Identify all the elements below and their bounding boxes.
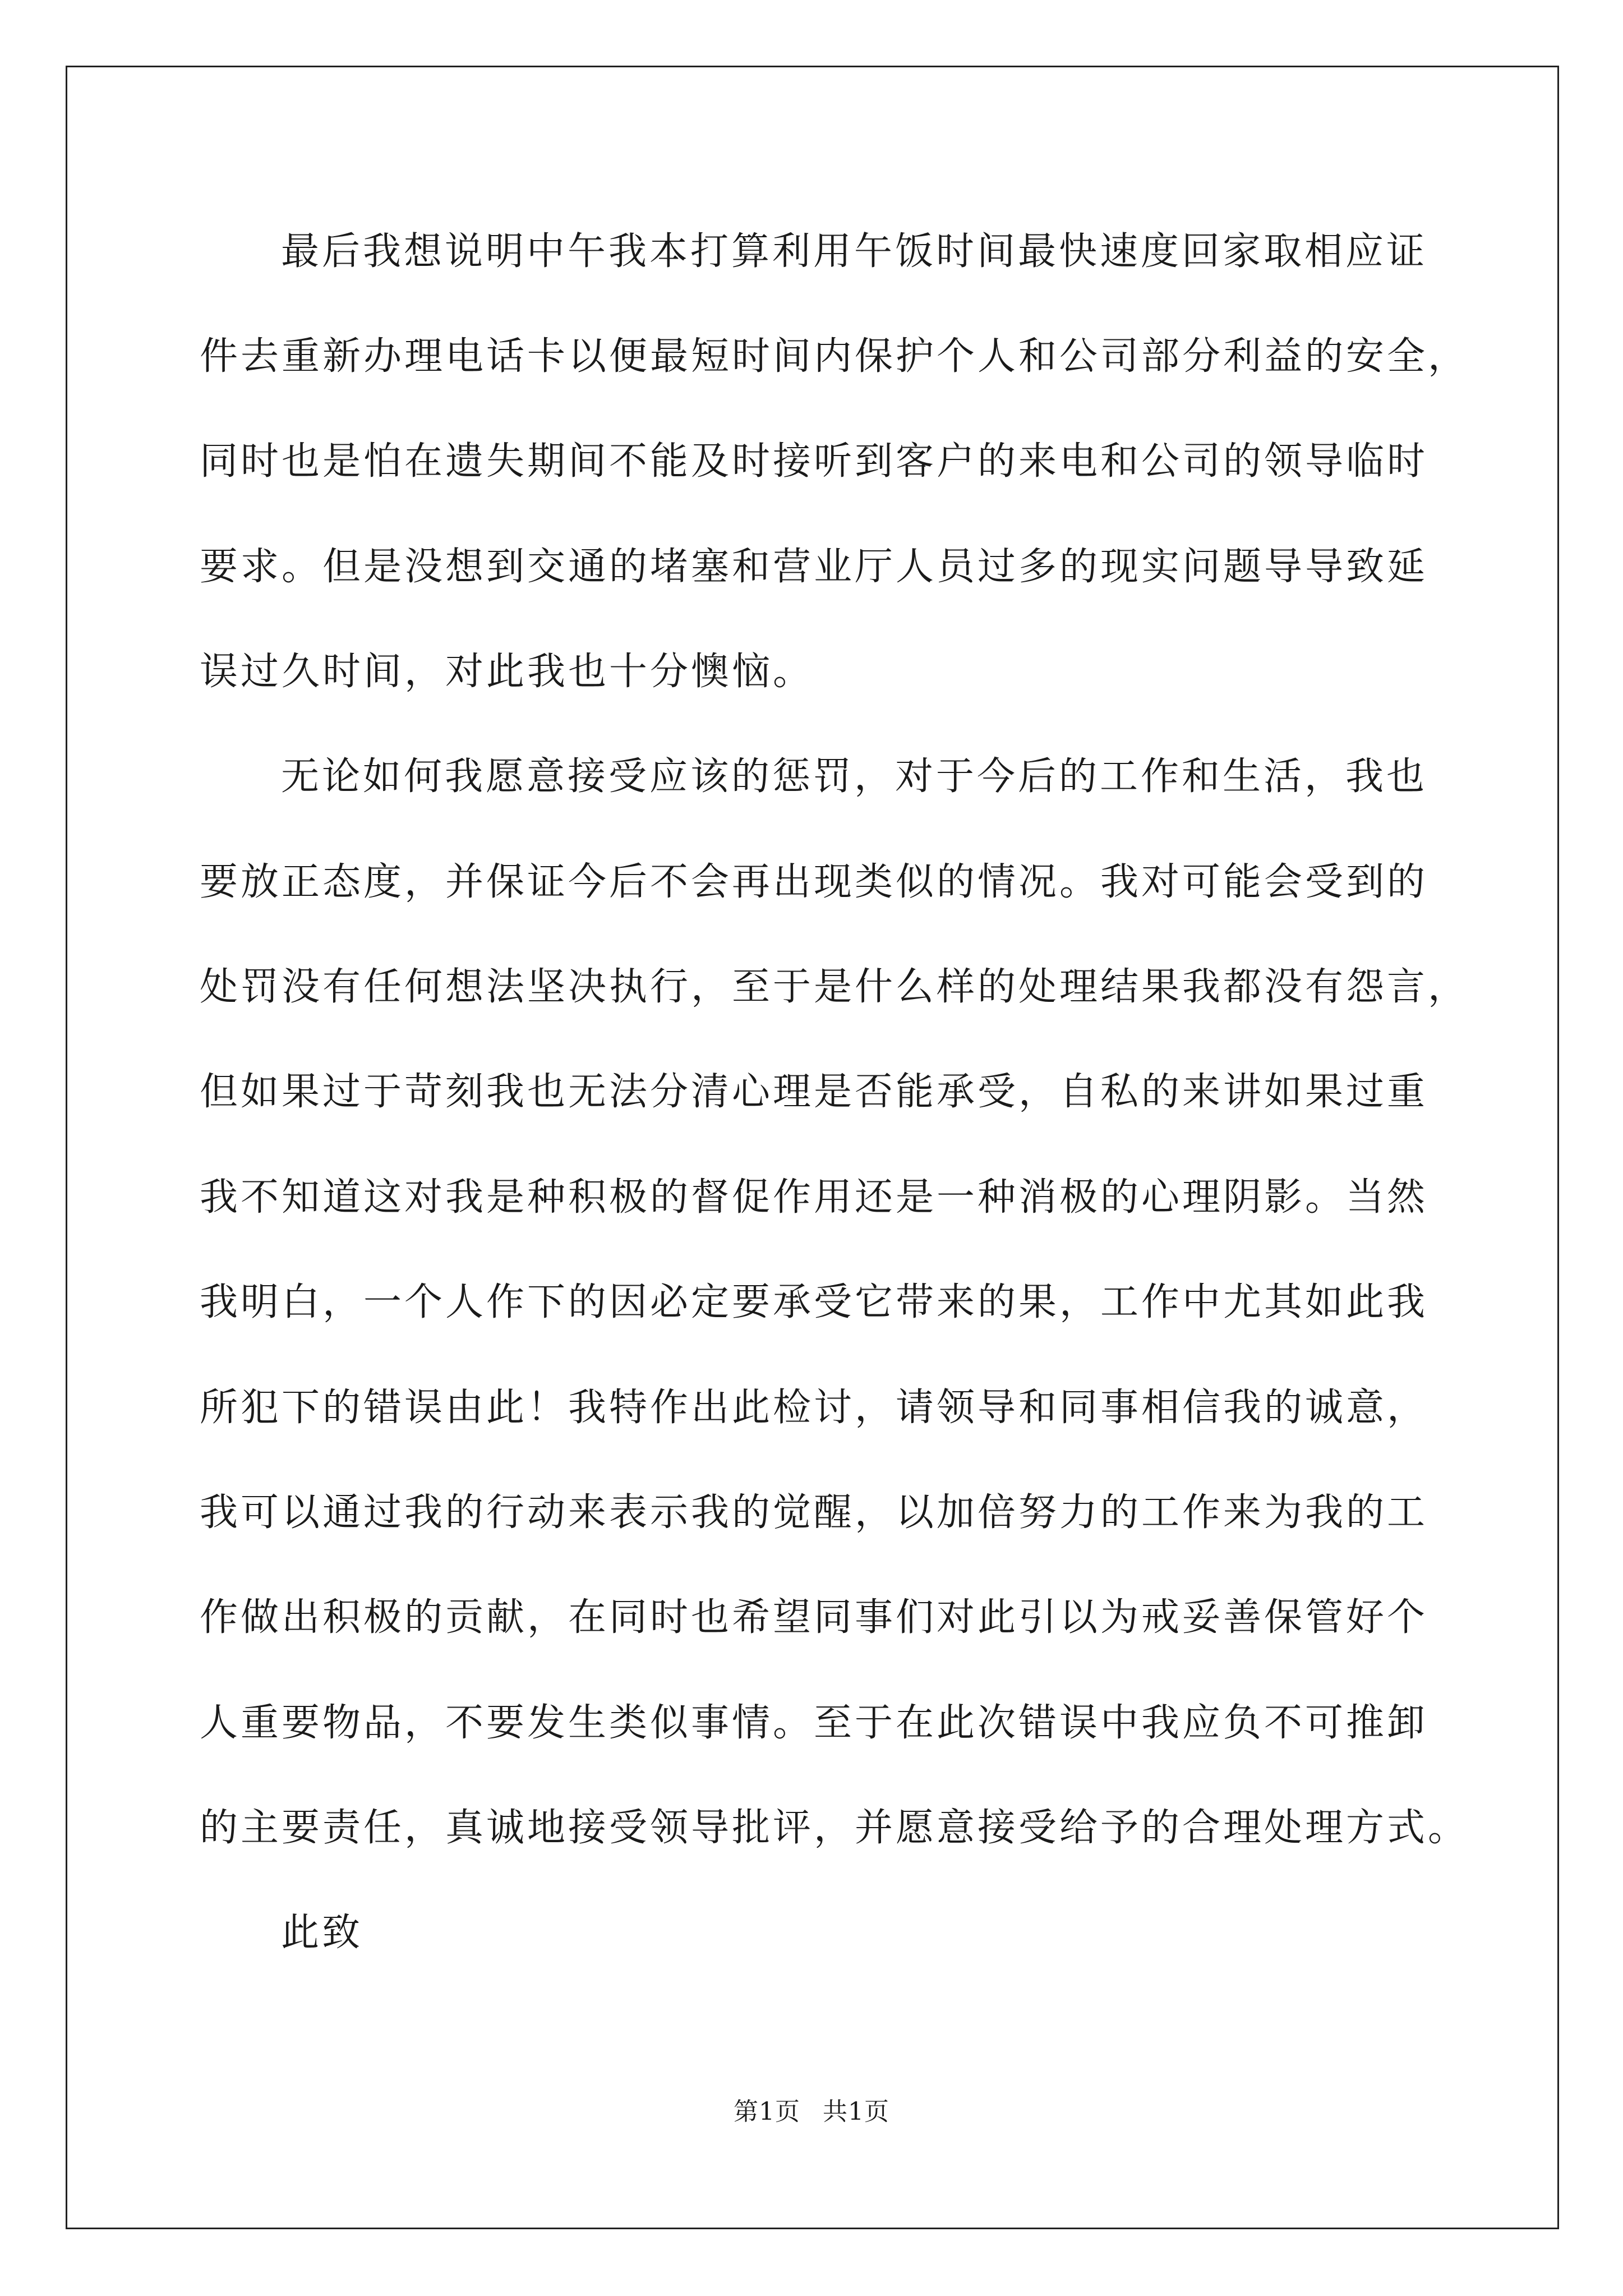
paragraph-2-line-4: 但如果过于苛刻我也无法分清心理是否能承受，自私的来讲如果过重 bbox=[200, 1070, 1428, 1114]
page-border bbox=[66, 66, 1559, 2229]
paragraph-1-line-5: 误过久时间，对此我也十分懊恼。 bbox=[200, 650, 814, 694]
paragraph-2-line-6: 我明白，一个人作下的因必定要承受它带来的果，工作中尤其如此我 bbox=[200, 1280, 1428, 1324]
paragraph-2-line-11: 的主要责任，真诚地接受领导批评，并愿意接受给予的合理处理方式。 bbox=[200, 1806, 1469, 1850]
paragraph-1-line-4: 要求。但是没想到交通的堵塞和营业厅人员过多的现实问题导导致延 bbox=[200, 545, 1428, 589]
paragraph-2-line-8: 我可以通过我的行动来表示我的觉醒，以加倍努力的工作来为我的工 bbox=[200, 1490, 1428, 1535]
closing-salutation: 此致 bbox=[281, 1911, 363, 1955]
paragraph-2-line-7: 所犯下的错误由此！我特作出此检讨，请领导和同事相信我的诚意， bbox=[200, 1386, 1428, 1430]
paragraph-2-line-9: 作做出积极的贡献，在同时也希望同事们对此引以为戒妥善保管好个 bbox=[200, 1595, 1428, 1640]
page-total: 共1页 bbox=[823, 2097, 889, 2126]
paragraph-2-line-2: 要放正态度，并保证今后不会再出现类似的情况。我对可能会受到的 bbox=[200, 860, 1428, 904]
paragraph-2-line-5: 我不知道这对我是种积极的督促作用还是一种消极的心理阴影。当然 bbox=[200, 1175, 1428, 1220]
paragraph-2-line-1: 无论如何我愿意接受应该的惩罚，对于今后的工作和生活，我也 bbox=[281, 754, 1428, 799]
paragraph-1-line-2: 件去重新办理电话卡以便最短时间内保护个人和公司部分利益的安全， bbox=[200, 334, 1469, 379]
paragraph-2-line-10: 人重要物品，不要发生类似事情。至于在此次错误中我应负不可推卸 bbox=[200, 1701, 1428, 1745]
paragraph-1-line-3: 同时也是怕在遗失期间不能及时接听到客户的来电和公司的领导临时 bbox=[200, 439, 1428, 484]
paragraph-2-line-3: 处罚没有任何想法坚决执行，至于是什么样的处理结果我都没有怨言， bbox=[200, 965, 1469, 1009]
page-number: 第1页 bbox=[734, 2097, 800, 2126]
paragraph-1-line-1: 最后我想说明中午我本打算利用午饭时间最快速度回家取相应证 bbox=[281, 229, 1428, 274]
page-footer bbox=[0, 2095, 1623, 2129]
